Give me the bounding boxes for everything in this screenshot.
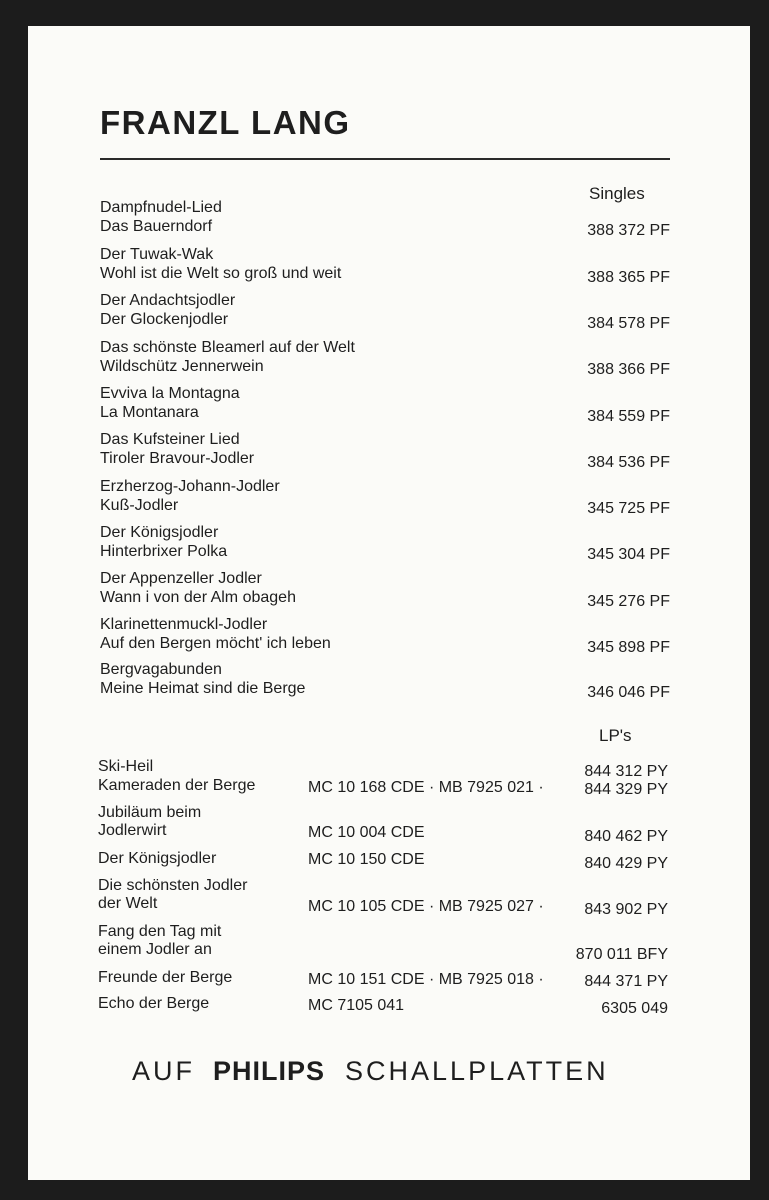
single-11-catalog: 346 046 PF bbox=[587, 684, 670, 701]
single-8-catalog: 345 304 PF bbox=[587, 546, 670, 563]
single-3-catalog: 384 578 PF bbox=[587, 315, 670, 332]
single-1-catalog: 388 372 PF bbox=[587, 222, 670, 239]
single-7-title-b: Kuß-Jodler bbox=[100, 497, 179, 514]
lp-1-mc: MC 10 168 CDE · MB 7925 021 · bbox=[308, 779, 544, 796]
lp-4-title-line2: der Welt bbox=[98, 895, 158, 912]
lp-4-mc: MC 10 105 CDE · MB 7925 027 · bbox=[308, 898, 544, 915]
lp-6-catalog: 844 371 PY bbox=[584, 973, 668, 990]
singles-heading: Singles bbox=[589, 184, 645, 203]
single-5-catalog: 384 559 PF bbox=[587, 408, 670, 425]
artist-title: FRANZL LANG bbox=[100, 104, 351, 141]
single-10-title-b: Auf den Bergen möcht' ich leben bbox=[100, 635, 331, 652]
philips-brand: PHILIPS bbox=[213, 1056, 326, 1086]
single-2-catalog: 388 365 PF bbox=[587, 269, 670, 286]
lp-2-catalog: 840 462 PY bbox=[584, 828, 668, 845]
lps-heading: LP's bbox=[599, 726, 632, 745]
lp-2-mc: MC 10 004 CDE bbox=[308, 824, 425, 841]
lp-1-catalog-2: 844 329 PY bbox=[584, 781, 668, 798]
lp-1-catalog-1: 844 312 PY bbox=[584, 763, 668, 780]
single-5-title-b: La Montanara bbox=[100, 404, 199, 421]
single-8-title-b: Hinterbrixer Polka bbox=[100, 543, 228, 560]
lp-4-catalog: 843 902 PY bbox=[584, 901, 668, 918]
lp-3-catalog: 840 429 PY bbox=[584, 855, 668, 872]
lp-2-title-line2: Jodlerwirt bbox=[98, 822, 167, 839]
single-7-catalog: 345 725 PF bbox=[587, 500, 670, 517]
single-6-title-b: Tiroler Bravour-Jodler bbox=[100, 450, 255, 467]
single-8-title-a: Der Königsjodler bbox=[100, 524, 219, 541]
publisher-footer bbox=[132, 1056, 609, 1087]
single-2-title-a: Der Tuwak-Wak bbox=[100, 246, 214, 263]
single-9-title-a: Der Appenzeller Jodler bbox=[100, 570, 262, 587]
single-3-title-a: Der Andachtsjodler bbox=[100, 292, 236, 309]
lp-6-title-line1: Freunde der Berge bbox=[98, 969, 233, 986]
lp-1-title-line1: Ski-Heil bbox=[98, 758, 154, 775]
single-6-catalog: 384 536 PF bbox=[587, 454, 670, 471]
single-11-title-a: Bergvagabunden bbox=[100, 661, 222, 678]
single-4-title-a: Das schönste Bleamerl auf der Welt bbox=[100, 339, 355, 356]
lp-6-mc: MC 10 151 CDE · MB 7925 018 · bbox=[308, 971, 544, 988]
lp-2-title-line1: Jubiläum beim bbox=[98, 804, 202, 821]
single-1-title-b: Das Bauerndorf bbox=[100, 218, 213, 235]
single-6-title-a: Das Kufsteiner Lied bbox=[100, 431, 240, 448]
footer-suffix: SCHALLPLATTEN bbox=[345, 1056, 609, 1086]
title-divider bbox=[100, 158, 670, 160]
single-2-title-b: Wohl ist die Welt so groß und weit bbox=[100, 265, 342, 282]
single-1-title-a: Dampfnudel-Lied bbox=[100, 199, 222, 216]
record-card bbox=[28, 26, 750, 1180]
lp-1-title-line2: Kameraden der Berge bbox=[98, 777, 256, 794]
single-5-title-a: Evviva la Montagna bbox=[100, 385, 240, 402]
single-3-title-b: Der Glockenjodler bbox=[100, 311, 229, 328]
single-11-title-b: Meine Heimat sind die Berge bbox=[100, 680, 306, 697]
single-7-title-a: Erzherzog-Johann-Jodler bbox=[100, 478, 280, 495]
lp-7-mc: MC 7105 041 bbox=[308, 997, 405, 1014]
single-10-title-a: Klarinettenmuckl-Jodler bbox=[100, 616, 268, 633]
single-9-title-b: Wann i von der Alm obageh bbox=[100, 589, 296, 606]
single-4-catalog: 388 366 PF bbox=[587, 361, 670, 378]
lp-3-mc: MC 10 150 CDE bbox=[308, 851, 425, 868]
lp-5-title-line1: Fang den Tag mit bbox=[98, 923, 222, 940]
lp-7-catalog: 6305 049 bbox=[601, 1000, 668, 1017]
single-4-title-b: Wildschütz Jennerwein bbox=[100, 358, 264, 375]
lp-5-catalog: 870 011 BFY bbox=[575, 946, 668, 963]
lp-5-title-line2: einem Jodler an bbox=[98, 941, 212, 958]
single-10-catalog: 345 898 PF bbox=[587, 639, 670, 656]
single-9-catalog: 345 276 PF bbox=[587, 593, 670, 610]
lp-4-title-line1: Die schönsten Jodler bbox=[98, 877, 248, 894]
lp-3-title-line1: Der Königsjodler bbox=[98, 850, 217, 867]
footer-prefix: AUF bbox=[132, 1056, 195, 1086]
lp-7-title-line1: Echo der Berge bbox=[98, 995, 210, 1012]
